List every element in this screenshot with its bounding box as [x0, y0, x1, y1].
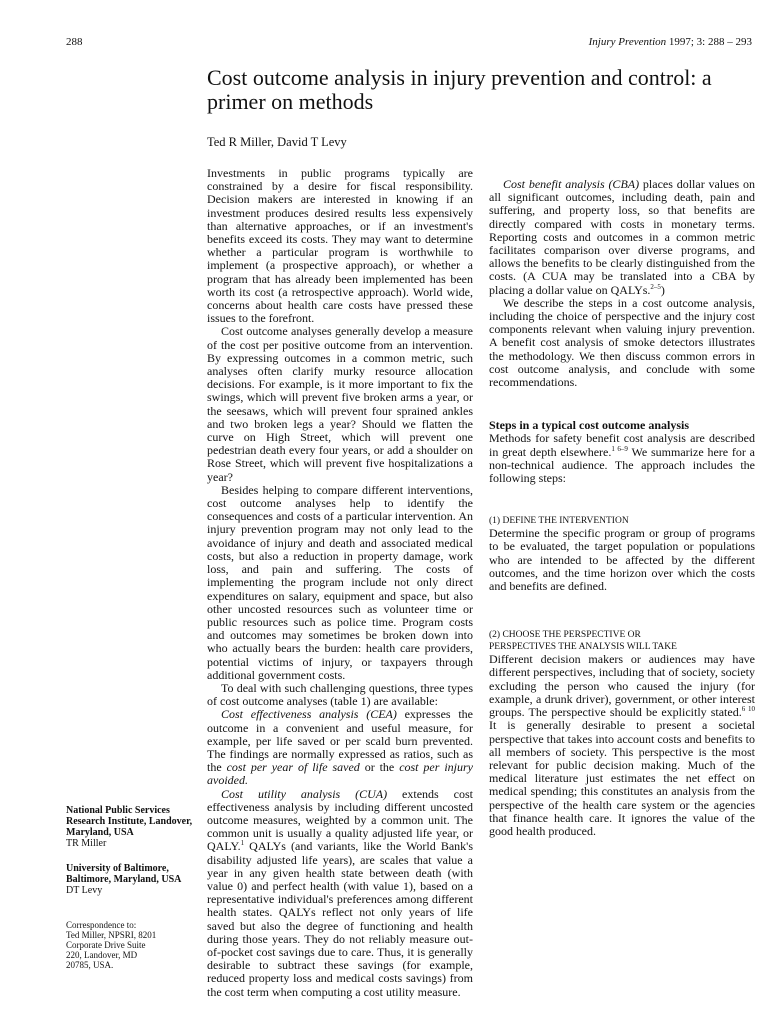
journal-name: Injury Prevention [588, 36, 667, 48]
affiliation-2 [66, 863, 198, 896]
term-cba: Cost benefit analysis (CBA) [503, 177, 640, 191]
citation-ref: 6 10 [741, 705, 756, 714]
emphasis: cost per injury avoided. [207, 760, 474, 788]
text-run: expresses the outcome in a convenient and useful measure, for example, per life saved or per scald burn prevented. The findings are normally expressed as ratios, such as the [207, 707, 473, 775]
paragraph: Determine the specific program or group of programs to be evaluated, the target population or populations who are intended to be affected by the different outcomes, and the time horizon over which the costs and benefits are defined. [489, 526, 755, 594]
term-cea: Cost effectiveness analysis (CEA) [221, 707, 397, 722]
step-heading: PERSPECTIVES THE ANALYSIS WILL TAKE [489, 642, 677, 653]
text-run: places dollar values on all significant outcomes, including death, pain and suffering, and property loss, so that benefits are directly compared with costs in monetary terms. Reporting costs and outcomes in a common metric facilitates comparison over diverse programs, and allows the benefits to be clearly distinguished from the costs. (A CUA may be translated into a CBA by placing a dollar value on QALYs. [489, 177, 755, 297]
journal-citation: 1997; 3: 288 – 293 [668, 36, 752, 48]
correspondence-line: 20785, USA. [66, 960, 114, 970]
affiliation-person: DT Levy [66, 885, 103, 896]
paragraph: We describe the steps in a cost outcome analysis, including the choice of perspective and the injury cost components relevant when valuing injury prevention. A benefit cost analysis of smoke detectors illustrates the methodology. We then discuss common errors in cost outcome analysis, and conclude with some recommendations. [489, 295, 755, 390]
text-run: QALYs (and variants, like the World Bank's disability adjusted life years), are scales that value a year in any given health state between death (with value 0) and perfect health (with value 1), based on a representative individual's preferences among different health states. QALYs reflect not only years of life saved but also the degree of functioning and health during those years. They do not reliably measure out-of-pocket cost savings due to care. Thus, it is generally desirable to subtract these savings (for example, reduced property loss and medical costs savings) from the cost term when computing a cost utility measure. [207, 839, 473, 999]
correspondence-line: 220, Landover, MD [66, 950, 138, 960]
correspondence-line: Ted Miller, NPSRI, 8201 [66, 930, 157, 940]
paragraph: Besides helping to compare different interventions, cost outcome analyses help to identify the consequences and costs of a particular intervention. An injury prevention program may not only lead to the avoidance of injury and death and associated medical costs, but also a reduction in property damage, work loss, and pain and suffering. The costs of implementing the program include not only direct expenditures on salary, equipment and space, but also other uncosted resources such as volunteer time or public resources such as police time. Program costs and outcomes may sometimes be broken down into who actually bears the burden: health care providers, potential victims of injury, or taxpayers through additional government costs. [207, 482, 473, 682]
affiliation-institution: National Public Services Research Institute, Landover, Maryland, USA [66, 805, 193, 838]
authors: Ted R Miller, David T Levy [207, 135, 347, 149]
correspondence-label: Correspondence to: [66, 920, 137, 930]
body-column-right [489, 178, 755, 838]
text-run: It is generally desirable to present a societal perspective that takes into account costs and benefits to all members of society. This perspective is the most relevant for public decision making. Much of the medical literature just estimates the net effect on medical spending; this constitutes an analysis from the perspective of the health care system or the agencies that finance health care. It ignores the value of the good health produced. [489, 718, 755, 838]
section-heading: Steps in a typical cost outcome analysis [489, 418, 690, 433]
text-run: We summarize here for a non-technical audience. The approach includes the following steps: [489, 444, 756, 486]
paragraph [489, 653, 755, 838]
affiliation-person: TR Miller [66, 838, 107, 849]
paragraph [207, 788, 473, 999]
body-column-left [207, 167, 473, 999]
citation-ref: 2–5 [650, 282, 661, 291]
paragraph [489, 178, 755, 297]
text-run: or the [359, 760, 400, 775]
term-cua: Cost utility analysis (CUA) [221, 786, 388, 801]
step-heading: (2) CHOOSE THE PERSPECTIVE OR [489, 630, 641, 641]
correspondence [66, 920, 198, 970]
emphasis: cost per year of life saved [226, 760, 360, 775]
correspondence-line: Corporate Drive Suite [66, 940, 146, 950]
text-run: extends cost effectiveness analysis by including different uncosted outcome measures, weighted by a common unit. The common unit is usually a quality adjusted life year, or QALY. [207, 786, 473, 854]
paragraph [489, 432, 755, 485]
running-head [589, 36, 752, 48]
paragraph: Investments in public programs typically are constrained by a desire for fiscal responsibility. Decision makers are interested in knowing if an investment produces desired results less expensively than alternative approaches, or if an investment's benefits exceed its costs. They may want to determine whether a particular program is worthwhile to implement (a prospective approach), or whether a program that has already been implemented has been worth its cost (a retrospective approach). World wide, concerns about health care costs have pressed these issues to the forefront. [207, 166, 473, 326]
citation-ref: 1 [240, 839, 245, 848]
step-heading: (1) DEFINE THE INTERVENTION [489, 516, 629, 527]
citation-ref: 1 6–9 [611, 444, 628, 453]
article-title: Cost outcome analysis in injury prevention and control: a primer on methods [207, 65, 712, 114]
text-run: Different decision makers or audiences may have different perspectives, including that of society, society excluding the person who caused the injury (for example, a drunk driver), government, or other interest groups. The perspective should be explicitly stated. [489, 652, 755, 720]
text-run: ) [660, 282, 665, 297]
affiliation-1 [66, 805, 198, 849]
page-number: 288 [66, 36, 83, 48]
paragraph: Cost outcome analyses generally develop a measure of the cost per positive outcome from an intervention. By expressing outcomes in a common metric, such analyses often clarify murky resource allocation decisions. For example, is it more important to fix the swings, which will prevent five broken arms a year, or the seesaws, which will prevent four sprained ankles and two broken legs a year? Should we flatten the curve on High Street, which will prevent one pedestrian death every four years, or add a shoulder on Rose Street, which will prevent five hospitalizations a year? [207, 324, 473, 484]
text-run: Methods for safety benefit cost analysis are described in great depth elsewhere. [489, 431, 755, 459]
affiliation-institution: University of Baltimore, Baltimore, Maryland, USA [66, 863, 182, 885]
paragraph [207, 708, 473, 787]
paragraph: To deal with such challenging questions, three types of cost outcome analyses (table 1) are available: [207, 680, 473, 709]
